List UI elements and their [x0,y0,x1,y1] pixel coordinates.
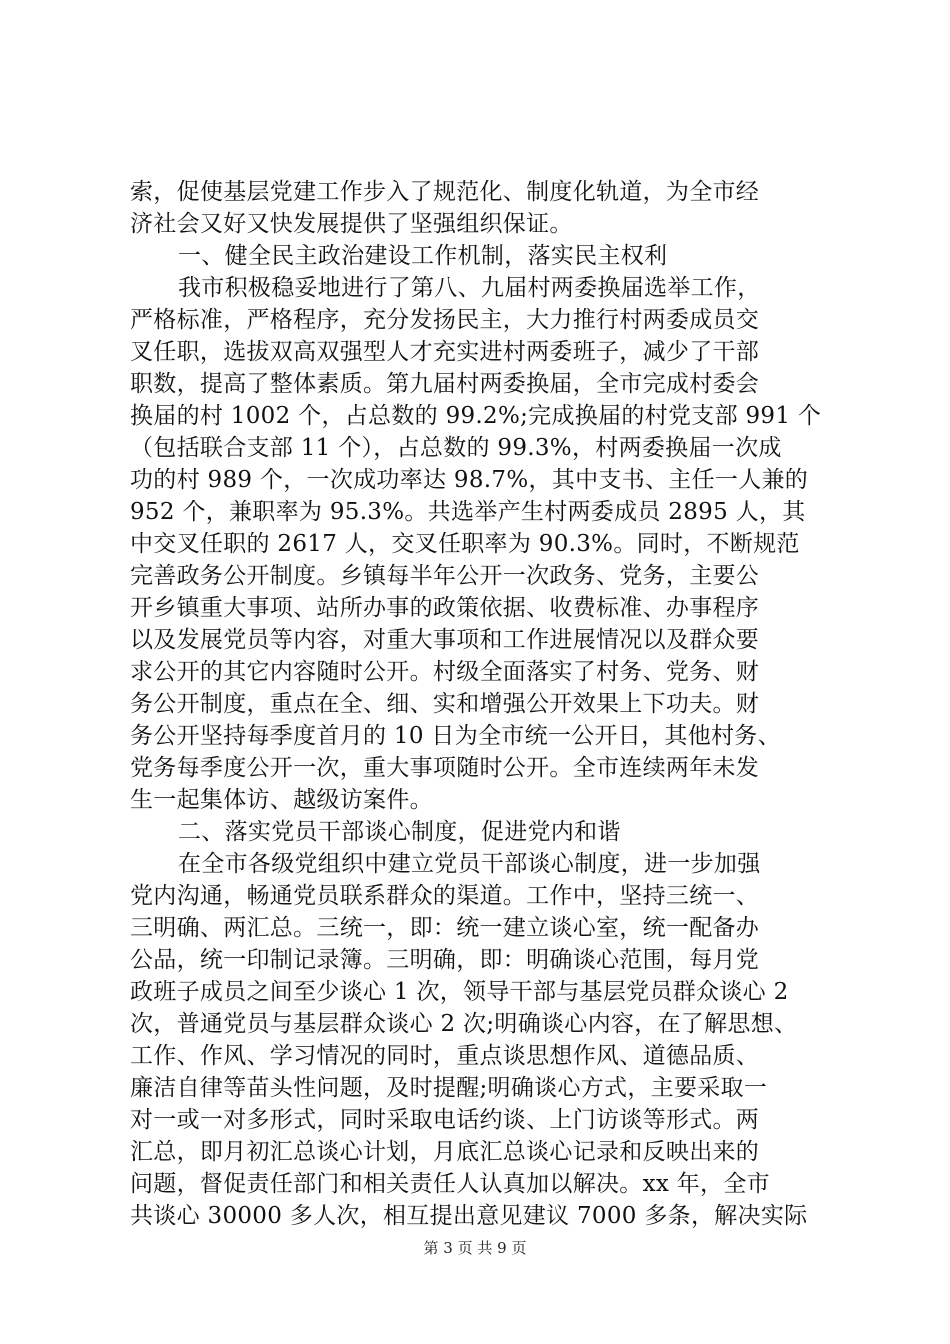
text-line: 我市积极稳妥地进行了第八、九届村两委换届选举工作， [178,275,761,301]
text-line: 求公开的其它内容随时公开。村级全面落实了村务、党务、财 [130,659,760,685]
text-line: 济社会又好又快发展提供了坚强组织保证。 [130,211,573,237]
text-line: 政班子成员之间至少谈心 1 次，领导干部与基层党员群众谈心 2 [130,979,789,1005]
text-line: 廉洁自律等苗头性问题，及时提醒;明确谈心方式，主要采取一 [130,1075,768,1101]
text-line: 开乡镇重大事项、站所办事的政策依据、收费标准、办事程序 [130,595,760,621]
text-line: 中交叉任职的 2617 人，交叉任职率为 90.3%。同时，不断规范 [130,531,800,557]
text-line: 职数，提高了整体素质。第九届村两委换届，全市完成村委会 [130,371,760,397]
text-line: 叉任职，选拔双高双强型人才充实进村两委班子，减少了干部 [130,339,760,365]
text-line: 在全市各级党组织中建立党员干部谈心制度，进一步加强 [178,851,761,877]
text-line: 以及发展党员等内容，对重大事项和工作进展情况以及群众要 [130,627,760,653]
text-line: 对一或一对多形式，同时采取电话约谈、上门访谈等形式。两 [130,1107,760,1133]
text-line: 完善政务公开制度。乡镇每半年公开一次政务、党务，主要公 [130,563,760,589]
text-line: 问题，督促责任部门和相关责任人认真加以解决。xx 年，全市 [130,1171,770,1197]
text-line: 换届的村 1002 个，占总数的 99.2%;完成换届的村党支部 991 个 [130,403,822,429]
text-line: 公品，统一印制记录簿。三明确，即：明确谈心范围，每月党 [130,947,760,973]
text-line: 务公开坚持每季度首月的 10 日为全市统一公开日，其他村务、 [130,723,781,749]
text-line: 952 个，兼职率为 95.3%。共选举产生村两委成员 2895 人，其 [130,499,806,525]
text-line: 功的村 989 个，一次成功率达 98.7%，其中支书、主任一人兼的 [130,467,809,493]
text-line: 三明确、两汇总。三统一，即：统一建立谈心室，统一配备办 [130,915,760,941]
text-line: 共谈心 30000 多人次，相互提出意见建议 7000 多条，解决实际 [130,1203,808,1229]
text-line: （包括联合支部 11 个），占总数的 99.3%，村两委换届一次成 [130,435,782,461]
text-line: 二、落实党员干部谈心制度，促进党内和谐 [178,819,621,845]
text-line: 党务每季度公开一次，重大事项随时公开。全市连续两年未发 [130,755,760,781]
text-line: 党内沟通，畅通党员联系群众的渠道。工作中，坚持三统一、 [130,883,760,909]
text-line: 汇总，即月初汇总谈心计划，月底汇总谈心记录和反映出来的 [130,1139,760,1165]
text-line: 次，普通党员与基层群众谈心 2 次;明确谈心内容，在了解思想、 [130,1011,798,1037]
text-line: 索，促使基层党建工作步入了规范化、制度化轨道，为全市经 [130,179,760,205]
text-line: 一、健全民主政治建设工作机制，落实民主权利 [178,243,668,269]
document-body [130,176,830,1232]
text-line: 生一起集体访、越级访案件。 [130,787,433,813]
text-line: 工作、作风、学习情况的同时，重点谈思想作风、道德品质、 [130,1043,760,1069]
page-footer: 第 3 页 共 9 页 [423,1239,527,1257]
text-line: 严格标准，严格程序，充分发扬民主，大力推行村两委成员交 [130,307,760,333]
text-line: 务公开制度，重点在全、细、实和增强公开效果上下功夫。财 [130,691,760,717]
